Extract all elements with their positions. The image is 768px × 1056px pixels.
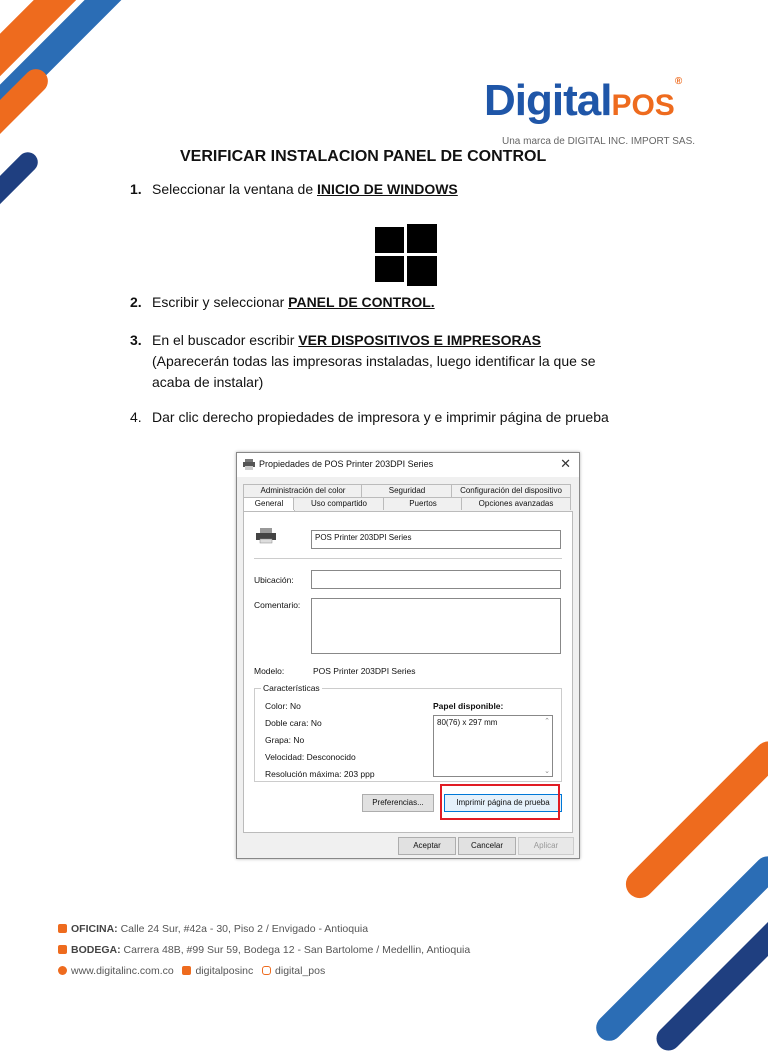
step-emphasis: VER DISPOSITIVOS E IMPRESORAS xyxy=(298,332,542,348)
highlight-box xyxy=(440,784,560,820)
oficina-address: Calle 24 Sur, #42a - 30, Piso 2 / Envigado - Antioquia xyxy=(120,923,369,935)
website-link[interactable]: www.digitalinc.com.co xyxy=(71,965,174,977)
step-text: Escribir y seleccionar xyxy=(152,294,289,310)
close-icon[interactable]: ✕ xyxy=(560,456,571,471)
step-1 xyxy=(130,179,458,200)
tab-row-front xyxy=(243,497,571,510)
instagram-link[interactable]: digital_pos xyxy=(275,965,326,977)
brand-logo xyxy=(484,76,681,126)
modelo-label: Modelo: xyxy=(254,666,285,676)
logo-accent: POS xyxy=(611,89,675,122)
accept-button[interactable]: Aceptar xyxy=(398,837,456,855)
paper-label: Papel disponible: xyxy=(433,701,504,711)
paper-item[interactable]: 80(76) x 297 mm xyxy=(437,718,498,727)
divider xyxy=(254,558,562,559)
step-number: 3. xyxy=(130,332,142,348)
tab-color-management[interactable]: Administración del color xyxy=(243,484,363,497)
bodega-address: Carrera 48B, #99 Sur 59, Bodega 12 - San Bartolome / Medellin, Antioquia xyxy=(123,944,471,956)
step-text-line3: acaba de instalar) xyxy=(152,374,264,390)
footer-bodega xyxy=(58,944,470,956)
warehouse-icon xyxy=(58,945,67,954)
tab-ports[interactable]: Puertos xyxy=(383,497,463,510)
bodega-label: BODEGA: xyxy=(71,944,121,956)
facebook-link[interactable]: digitalposinc xyxy=(195,965,254,977)
logo-main: Digital xyxy=(484,76,612,125)
oficina-label: OFICINA: xyxy=(71,923,118,935)
office-icon xyxy=(58,924,67,933)
feature-color: Color: No xyxy=(265,701,301,711)
globe-icon xyxy=(58,966,67,975)
step-number: 4. xyxy=(130,409,142,425)
step-text-line2: (Aparecerán todas las impresoras instaladas, luego identificar la que se xyxy=(152,353,596,369)
printer-large-icon xyxy=(256,528,276,544)
step-number: 2. xyxy=(130,294,142,310)
tab-general[interactable]: General xyxy=(243,497,295,512)
facebook-icon xyxy=(182,966,191,975)
header-darkblue-stripe xyxy=(0,148,42,247)
comentario-label: Comentario: xyxy=(254,600,301,610)
footer-links xyxy=(58,965,325,977)
cancel-button[interactable]: Cancelar xyxy=(458,837,516,855)
apply-button[interactable]: Aplicar xyxy=(518,837,574,855)
footer-oficina xyxy=(58,923,368,935)
preferences-button[interactable]: Preferencias... xyxy=(362,794,434,812)
feature-speed: Velocidad: Desconocido xyxy=(265,752,356,762)
tab-advanced[interactable]: Opciones avanzadas xyxy=(461,497,571,510)
printer-icon xyxy=(243,459,255,470)
step-2 xyxy=(130,292,435,313)
feature-duplex: Doble cara: No xyxy=(265,718,322,728)
windows-logo-icon xyxy=(375,224,437,286)
ubicacion-label: Ubicación: xyxy=(254,575,294,585)
dialog-title: Propiedades de POS Printer 203DPI Series xyxy=(259,459,434,469)
logo-reg: ® xyxy=(674,76,682,87)
step-3 xyxy=(130,330,596,393)
step-number: 1. xyxy=(130,181,142,197)
dialog-titlebar xyxy=(237,453,579,477)
step-emphasis: PANEL DE CONTROL. xyxy=(288,294,435,310)
characteristics-title: Características xyxy=(263,683,320,693)
feature-staple: Grapa: No xyxy=(265,735,305,745)
tab-security[interactable]: Seguridad xyxy=(361,484,453,497)
characteristics-group xyxy=(254,683,562,782)
page-title: VERIFICAR INSTALACION PANEL DE CONTROL xyxy=(180,148,547,165)
step-text: Seleccionar la ventana de xyxy=(152,181,317,197)
paper-listbox[interactable] xyxy=(433,715,553,777)
modelo-value: POS Printer 203DPI Series xyxy=(313,666,416,676)
instagram-icon xyxy=(262,966,271,975)
scroll-down-icon[interactable]: ⌄ xyxy=(544,768,550,775)
brand-tagline: Una marca de DIGITAL INC. IMPORT SAS. xyxy=(502,136,696,147)
ubicacion-field[interactable] xyxy=(311,570,561,589)
step-text: Dar clic derecho propiedades de impresora y e imprimir página de prueba xyxy=(152,409,609,425)
step-emphasis: INICIO DE WINDOWS xyxy=(317,181,458,197)
printer-properties-dialog xyxy=(236,452,580,859)
feature-resolution: Resolución máxima: 203 ppp xyxy=(265,769,375,779)
tab-sharing[interactable]: Uso compartido xyxy=(293,497,385,510)
printer-name-field[interactable]: POS Printer 203DPI Series xyxy=(311,530,561,549)
comentario-field[interactable] xyxy=(311,598,561,654)
print-test-page-button[interactable]: Imprimir página de prueba xyxy=(444,794,562,812)
scroll-up-icon[interactable]: ⌃ xyxy=(544,718,550,725)
tab-device-settings[interactable]: Configuración del dispositivo xyxy=(451,484,571,497)
step-4 xyxy=(130,407,609,428)
step-text: En el buscador escribir xyxy=(152,332,299,348)
tab-row-back xyxy=(243,484,571,497)
